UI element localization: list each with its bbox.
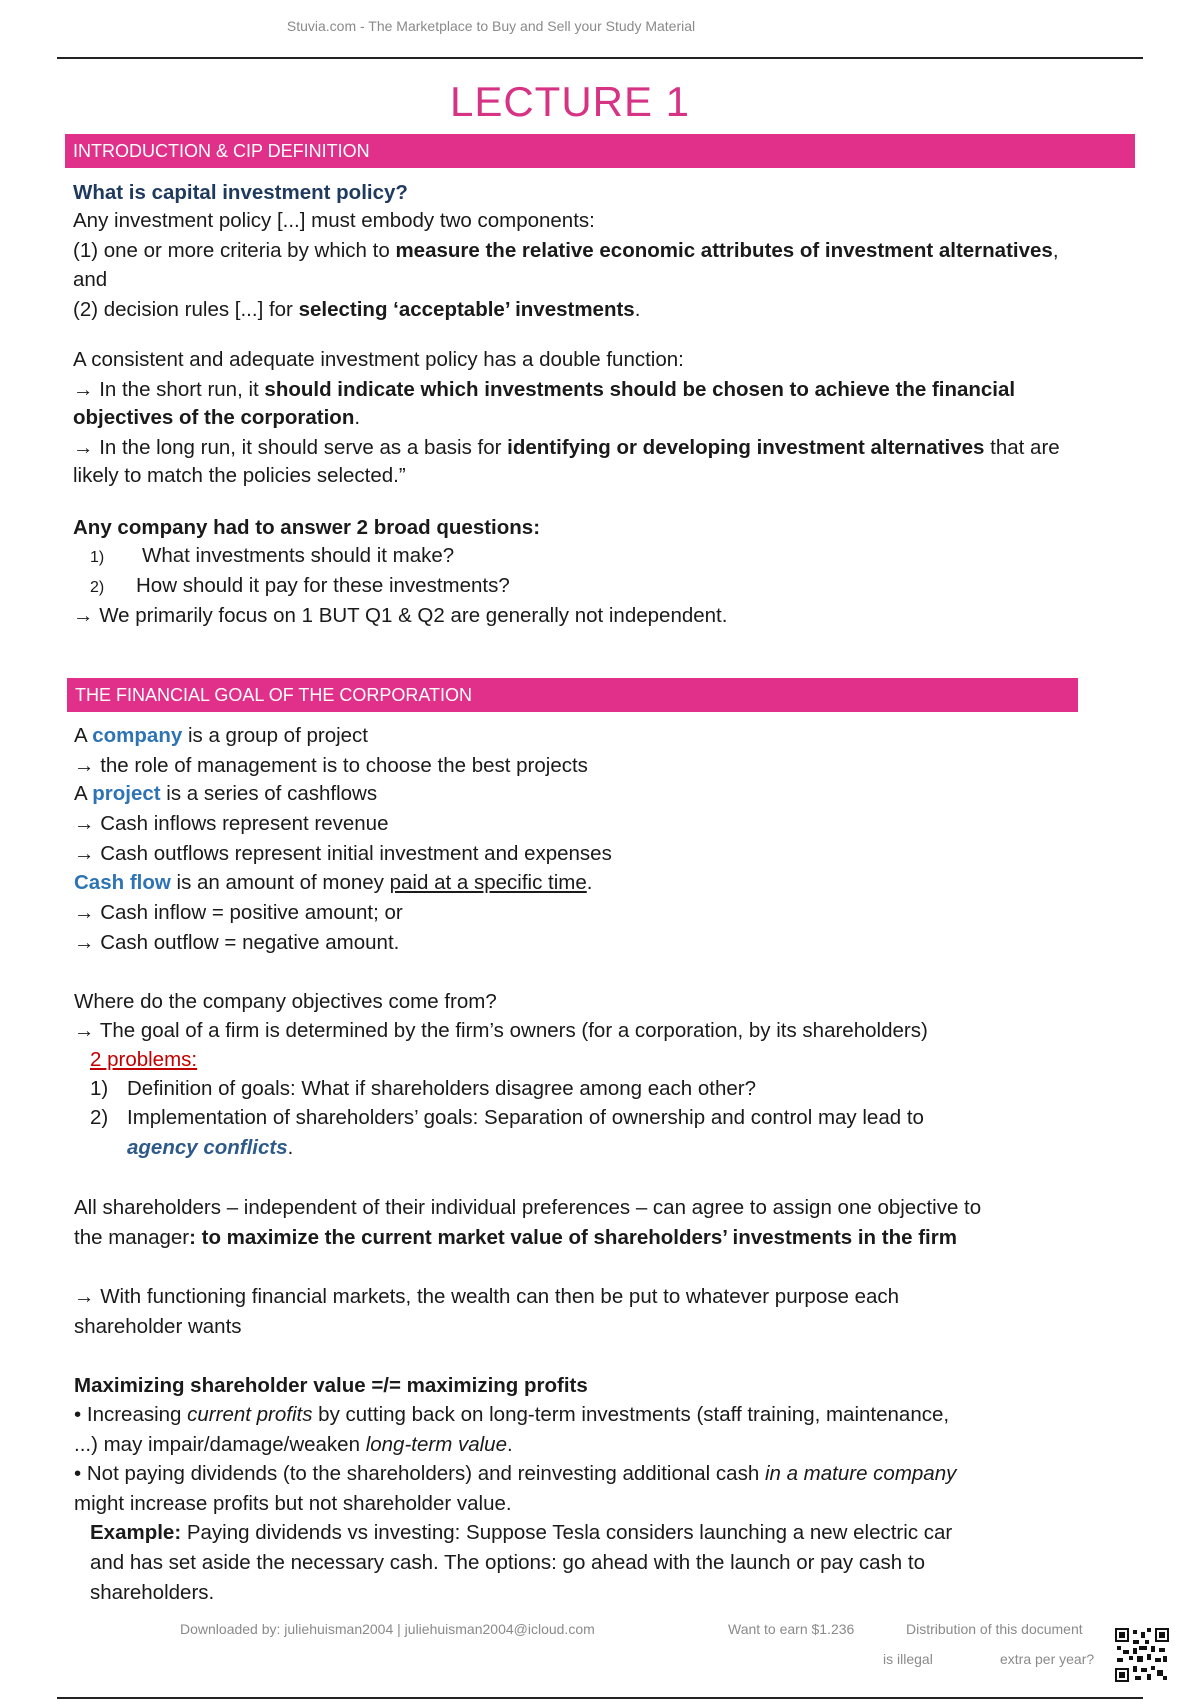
text-line: and has set aside the necessary cash. The options: go ahead with the launch or pay cash to [90, 1551, 925, 1574]
text-line: → The goal of a firm is determined by the firm’s owners (for a corporation, by its shareholders) [74, 1019, 928, 1042]
text-line: → In the short run, it should indicate which investments should be chosen to achieve the financial [73, 378, 1016, 401]
maximizing-heading: Maximizing shareholder value =/= maximizing profits [74, 1374, 588, 1397]
text-line: ...) may impair/damage/weaken long-term value. [74, 1433, 513, 1456]
earn-text-line1[interactable]: Want to earn $1.236 [728, 1621, 855, 1637]
problems-label: 2 problems: [90, 1048, 198, 1071]
questions-heading: Any company had to answer 2 broad questions: [73, 516, 541, 539]
bullet-item: • Not paying dividends (to the shareholders) and reinvesting additional cash in a mature company [74, 1462, 957, 1485]
header-rule [57, 57, 1143, 59]
text-line: All shareholders – independent of their individual preferences – can agree to assign one objective to [74, 1196, 982, 1219]
text-line: the manager: to maximize the current market value of shareholders’ investments in the firm [74, 1226, 957, 1249]
text-line: → Cash inflows represent revenue [74, 812, 389, 835]
text-line: → Cash outflows represent initial investment and expenses [74, 842, 612, 865]
distribution-text-line2: is illegal [883, 1651, 933, 1667]
text-line: A project is a series of cashflows [74, 782, 378, 805]
text-line: Where do the company objectives come from? [74, 990, 497, 1013]
text-line: Cash flow is an amount of money paid at a specific time. [74, 871, 593, 894]
text-line: A consistent and adequate investment policy has a double function: [73, 348, 684, 371]
text-line: agency conflicts. [127, 1136, 294, 1159]
text-line: → In the long run, it should serve as a basis for identifying or developing investment alternatives that are [73, 436, 1060, 459]
page-title: LECTURE 1 [449, 78, 691, 125]
section-band-financial-goal: THE FINANCIAL GOAL OF THE CORPORATION [67, 678, 1078, 712]
text-line: shareholder wants [74, 1315, 242, 1338]
text-line: Any investment policy [...] must embody two components: [73, 209, 595, 232]
list-item: 1) What investments should it make? [90, 544, 455, 567]
list-item: 2) How should it pay for these investments? [90, 574, 510, 597]
section-band-introduction: INTRODUCTION & CIP DEFINITION [65, 134, 1135, 168]
text-line: → Cash inflow = positive amount; or [74, 901, 403, 924]
text-line: → With functioning financial markets, the wealth can then be put to whatever purpose each [74, 1285, 900, 1308]
list-item: 1) Definition of goals: What if shareholders disagree among each other? [90, 1077, 757, 1100]
text-line: → We primarily focus on 1 BUT Q1 & Q2 are generally not independent. [73, 604, 728, 627]
text-line: → the role of management is to choose the best projects [74, 754, 588, 777]
text-line: might increase profits but not shareholder value. [74, 1492, 512, 1515]
downloaded-by-text: Downloaded by: juliehuisman2004 | juliehuisman2004@icloud.com [180, 1621, 595, 1637]
question-heading: What is capital investment policy? [73, 181, 408, 204]
text-line: and [73, 268, 108, 291]
distribution-text-line1: Distribution of this document [906, 1621, 1083, 1637]
example-line: Example: Paying dividends vs investing: Suppose Tesla considers launching a new electric car [90, 1521, 953, 1544]
text-line: shareholders. [90, 1581, 215, 1604]
footer-rule [57, 1697, 1143, 1699]
text-line: likely to match the policies selected.” [73, 464, 406, 487]
text-line: (1) one or more criteria by which to measure the relative economic attributes of investment alternatives, [73, 239, 1059, 262]
text-line: → Cash outflow = negative amount. [74, 931, 400, 954]
earn-text-line2[interactable]: extra per year? [1000, 1651, 1095, 1667]
list-item: 2) Implementation of shareholders’ goals: Separation of ownership and control may lead to [90, 1106, 924, 1129]
bullet-item: • Increasing current profits by cutting back on long-term investments (staff training, maintenance, [74, 1403, 950, 1426]
text-line: A company is a group of project [74, 724, 368, 747]
text-line: objectives of the corporation. [73, 406, 361, 429]
site-header-text: Stuvia.com - The Marketplace to Buy and Sell your Study Material [286, 18, 696, 34]
text-line: (2) decision rules [...] for selecting ‘acceptable’ investments. [73, 298, 641, 321]
qr-code-icon[interactable] [1115, 1628, 1169, 1682]
